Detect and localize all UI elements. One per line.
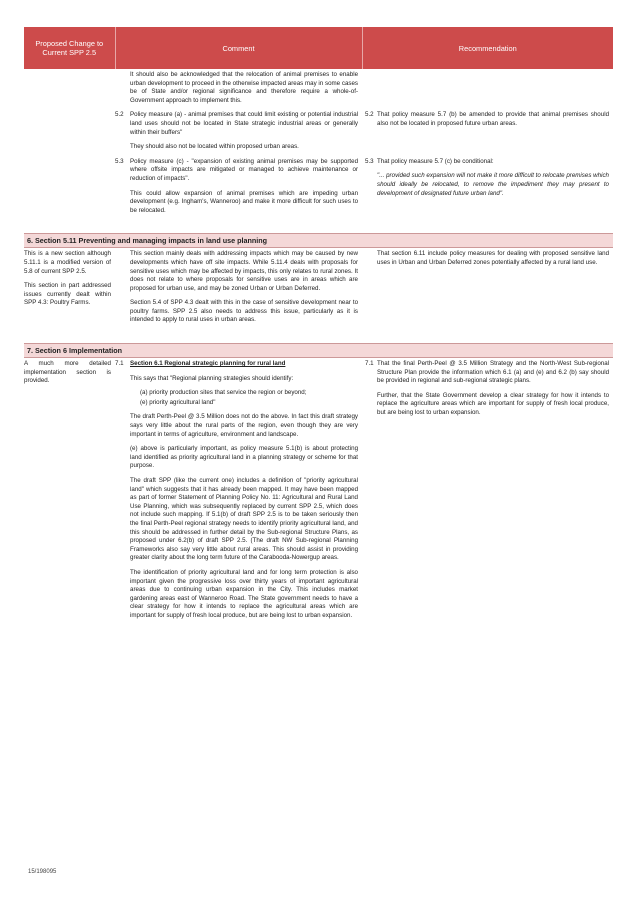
recommendation-text: That policy measure 5.7 (b) be amended to provide that animal premises should also not be located in proposed future urban areas. xyxy=(377,111,610,127)
item-number: 5.3 xyxy=(115,157,124,165)
page xyxy=(24,27,613,627)
comment-paragraph: Section 5.4 of SPP 4.3 dealt with this in the case of sensitive development near to poultry farms. SPP 2.5 also needs to address this issue, particularly as it is intended to apply to rural uses in urban areas. xyxy=(130,299,359,324)
table-row xyxy=(24,358,613,627)
comment-paragraph: This section mainly deals with addressing impacts which may be caused by new developments which have off site impacts. While 5.11.4 deals with proposals for sensitive uses which may be affected by impacts, this only relates to rural zones. It does not relate to where proposals for sensitive uses are in areas which are proposed for urban use, and may be zoned Urban or Urban Deferred. xyxy=(130,250,359,292)
rec-number: 5.2 xyxy=(365,111,374,119)
comment-subheading: Section 6.1 Regional strategic planning for rural land xyxy=(130,360,286,368)
list-item: (a) priority production sites that service the region or beyond; xyxy=(140,389,307,397)
table-row xyxy=(24,158,613,222)
proposed-change-text: This is a new section although 5.11.1 is a modified version of 5.8 of current SPP 2.5. xyxy=(24,250,111,275)
section-7-heading: 7. Section 6 Implementation xyxy=(24,344,613,358)
proposed-change-text: This section in part addressed issues currently dealt within SPP 4.3: Poultry Farms. xyxy=(24,282,111,307)
header-proposed-change: Proposed Change to Current SPP 2.5 xyxy=(24,27,115,69)
comment-paragraph: The draft SPP (like the current one) includes a definition of "priority agricultural land" which suggests that it has already been mapped. It may have been mapped as part of former Statement of Planning Policy No. 11: Agricultural and Rural Land Use Planning, which was subsequently replaced by current SPP 2.5, which does not include such mapping. If 5.1(b) of draft SPP 2.5 is to be taken seriously then the final Perth-Peel regional strategy needs to identify priority agricultural land, and this should be addressed in further detail by the Sub-regional Structure Plans, as proposed under 6.2(b) of draft SPP 2.5. (The draft NW Sub-regional Planning Frameworks also say very little about rural areas. This should assist in providing greater clarity about the long term future of the Carabooda-Nowergup areas. xyxy=(130,477,359,562)
recommendation-quote: "... provided such expansion will not make it more difficult to relocate premises which should ideally be relocated, to remove the impediment they may present to development of designated future urban land". xyxy=(377,172,610,197)
recommendation-text: That section 6.11 include policy measures for dealing with proposed sensitive land uses in Urban and Urban Deferred zones potentially affected by a rural land use. xyxy=(377,250,610,266)
table-row xyxy=(24,69,613,111)
table-row xyxy=(24,111,613,157)
table-row xyxy=(24,248,613,331)
item-number: 7.1 xyxy=(115,360,124,368)
comment-paragraph: This could allow expansion of animal premises which are impeding urban development (e.g. Ingham's, Wanneroo) and make it more difficult for such uses to be relocated. xyxy=(130,189,359,214)
section-6-heading: 6. Section 5.11 Preventing and managing impacts in land use planning xyxy=(24,234,613,248)
comment-paragraph: They should also not be located within proposed urban areas. xyxy=(130,143,299,151)
document-reference: 15/198095 xyxy=(28,869,57,875)
section-heading-row xyxy=(24,344,613,358)
recommendation-text: That policy measure 5.7 (c) be conditional: xyxy=(377,157,494,165)
recommendation-text: That the final Perth-Peel @ 3.5 Million Strategy and the North-West Sub-regional Structure Plan provide the information which 6.1 (a) and (e) and 6.2 (b) say should be provided in regional and sub-regional strategic plans. xyxy=(377,360,610,385)
section-heading-row xyxy=(24,234,613,248)
header-comment: Comment xyxy=(115,27,362,69)
header-recommendation: Recommendation xyxy=(362,27,613,69)
comment-paragraph: The draft Perth-Peel @ 3.5 Million does not do the above. In fact this draft strategy says very little about the rural parts of the region, even though they are very important in terms of agriculture, environment and landscape. xyxy=(130,413,359,438)
rec-number: 7.1 xyxy=(365,360,374,368)
comment-paragraph: (e) above is particularly important, as policy measure 5.1(b) is about protecting land identified as priority agricultural land in a planning strategy or scheme for that purpose. xyxy=(130,445,359,470)
recommendation-text: Further, that the State Government develop a clear strategy for how it intends to replace the agriculture areas which are important for supply of fresh local produce, but are being lost to urban expansion. xyxy=(377,391,610,417)
submission-table xyxy=(24,27,613,627)
proposed-change-text: A much more detailed implementation section is provided. xyxy=(24,360,111,385)
list-item: (e) priority agricultural land" xyxy=(140,398,216,406)
comment-paragraph: Policy measure (c) - "expansion of existing animal premises may be supported where offsite impacts are mitigated or managed to achieve maintenance or reduction of impacts". xyxy=(130,157,359,182)
item-number: 5.2 xyxy=(115,111,124,119)
rec-number: 5.3 xyxy=(365,157,374,165)
comment-paragraph: This says that "Regional planning strategies should identify: xyxy=(130,374,294,382)
table-header-row xyxy=(24,27,613,69)
comment-paragraph: Policy measure (a) - animal premises that could limit existing or potential industrial land uses should not be located in State strategic industrial areas or generally within their buffers" xyxy=(130,111,359,136)
comment-paragraph: The identification of priority agricultural land and for long term protection is also important given the progressive loss over thirty years of important agricultural areas due to continuing urban expansion in the City. This includes market gardening areas east of Wanneroo Road. The State government needs to have a clear strategy for how it intends to replace the agricultural areas which are important for supply of fresh local produce, but are being lost to urban expansion. xyxy=(130,568,359,619)
continued-comment: It should also be acknowledged that the relocation of animal premises to enable urban development to proceed in the otherwise impacted areas may in some cases be of State and/or regional significance and therefore require a whole-of-Government approach to implement this. xyxy=(130,71,359,104)
criteria-list xyxy=(130,389,358,407)
